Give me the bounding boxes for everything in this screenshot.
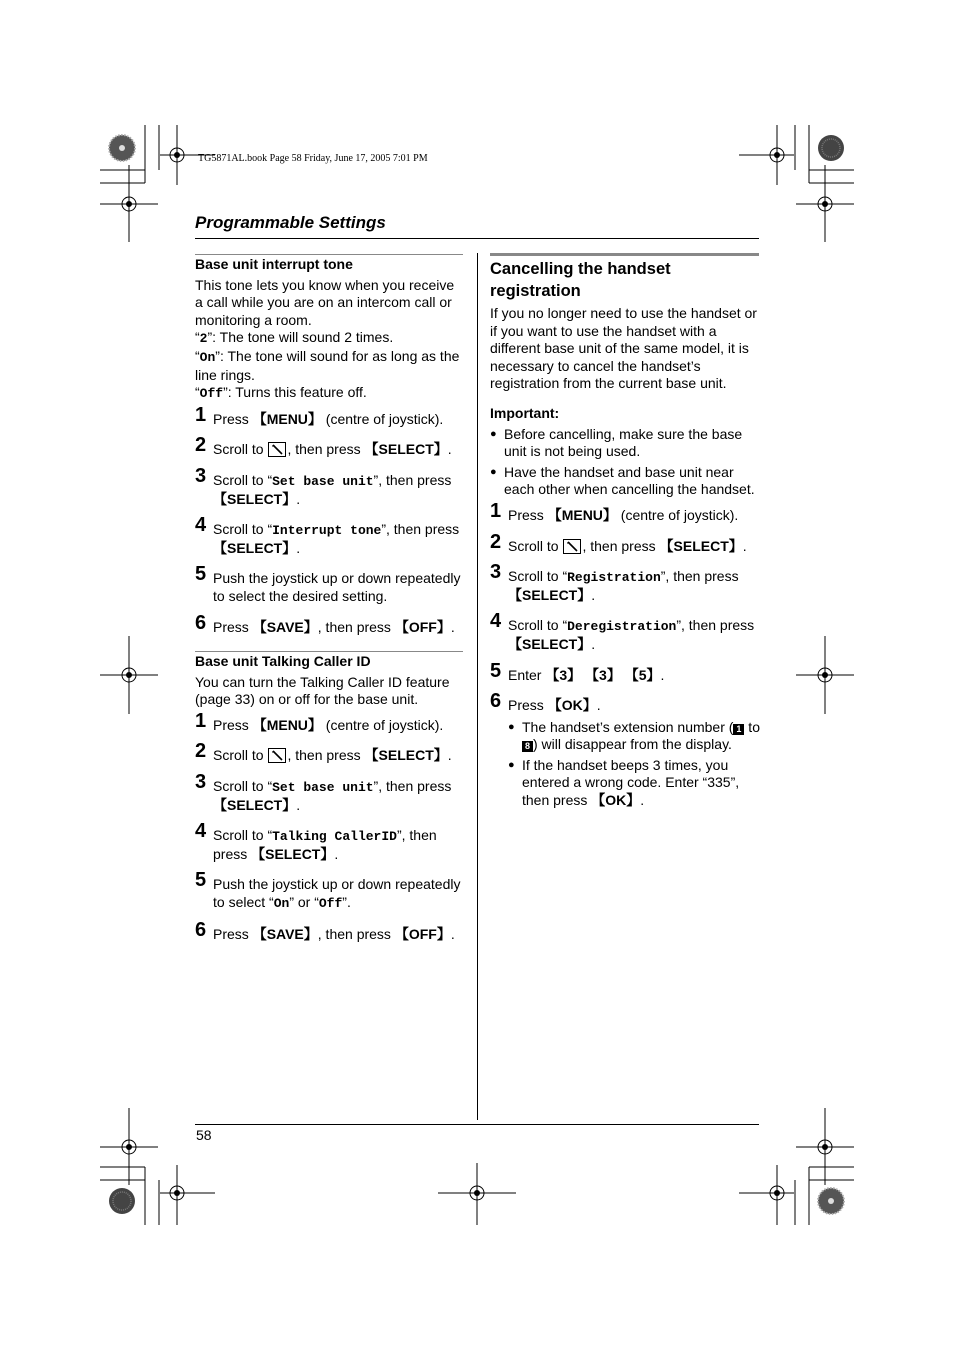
step: 6 Press 【OK】. ● The handset’s extension number ( 1 to 8 ) will disappear from the display. ● If the handset beeps 3 times, you entered a wrong code. Enter “335”, then press 【OK】. xyxy=(490,690,760,809)
interrupt-tone-heading: Base unit interrupt tone xyxy=(195,256,353,272)
step: 2 Scroll to , then press 【SELECT】. xyxy=(195,434,452,458)
list-item: ● If the handset beeps 3 times, you entered a wrong code. Enter “335”, then press 【OK】. xyxy=(508,756,740,809)
page-number: 58 xyxy=(196,1127,212,1143)
step: 4 Scroll to “Talking CallerID”, then press 【SELECT】. xyxy=(195,820,437,862)
step: 5 Enter 【3】 【3】 【5】. xyxy=(490,659,665,683)
talking-caller-id-steps xyxy=(195,709,463,943)
step: 3 Scroll to “Set base unit”, then press 【SELECT】. xyxy=(195,464,452,507)
column-divider xyxy=(477,253,478,1120)
step-6-notes xyxy=(508,719,760,810)
right-section-rule xyxy=(490,253,759,256)
edit-icon xyxy=(268,442,286,457)
cancel-registration-steps xyxy=(490,499,760,810)
step: 3 Scroll to “Registration”, then press 【SELECT】. xyxy=(490,561,739,603)
step: 2 Scroll to , then press 【SELECT】. xyxy=(195,740,452,764)
list-item: ● Before cancelling, make sure the base unit is not being used. xyxy=(490,425,743,460)
option-2: “2”: The tone will sound 2 times. xyxy=(195,329,394,347)
edit-icon xyxy=(268,748,286,763)
step: 2 Scroll to , then press 【SELECT】. xyxy=(490,530,747,554)
section-title: Programmable Settings xyxy=(195,213,386,232)
talking-caller-id-intro: You can turn the Talking Caller ID feature (page 33) on or off for the base unit. xyxy=(195,673,450,708)
footer-rule xyxy=(195,1124,759,1125)
step: 1 Press 【MENU】 (centre of joystick). xyxy=(195,403,444,427)
step: 6 Press 【SAVE】, then press 【OFF】. xyxy=(195,611,455,635)
extension-8-icon: 8 xyxy=(522,741,533,752)
step: 1 Press 【MENU】 (centre of joystick). xyxy=(195,709,444,733)
step: 1 Press 【MENU】 (centre of joystick). xyxy=(490,499,739,523)
option-off: “Off”: Turns this feature off. xyxy=(195,384,367,402)
step: 5 Push the joystick up or down repeatedly to select “On” or “Off”. xyxy=(195,869,461,911)
step: 4 Scroll to “Interrupt tone”, then press 【SELECT】. xyxy=(195,514,460,556)
interrupt-tone-intro: This tone lets you know when you receive a call while you are on an intercom call or monitoring a room. xyxy=(195,276,455,328)
interrupt-tone-steps xyxy=(195,403,463,636)
section-talking-caller-id xyxy=(195,653,463,943)
title-rule xyxy=(195,238,759,239)
print-header: TG5871AL.book Page 58 Friday, June 17, 2005 7:01 PM xyxy=(198,153,428,164)
left-column xyxy=(195,256,463,956)
step: 4 Scroll to “Deregistration”, then press 【SELECT】. xyxy=(490,610,755,652)
cancel-registration-heading: Cancelling the handset registration xyxy=(490,260,671,300)
list-item: ● The handset’s extension number ( 1 to 8 ) will disappear from the display. xyxy=(508,718,760,753)
right-column xyxy=(490,258,760,814)
left-section-rule-1 xyxy=(195,254,463,255)
extension-1-icon: 1 xyxy=(733,724,744,735)
important-list xyxy=(490,426,760,499)
cancel-registration-intro: If you no longer need to use the handset or if you want to use the handset with a different base unit of the same model, it is necessary to cancel the handset’s registration from the current base unit. xyxy=(490,305,757,392)
option-on: “On”: The tone will sound for as long as the line rings. xyxy=(195,347,460,383)
step: 3 Scroll to “Set base unit”, then press 【SELECT】. xyxy=(195,770,452,813)
step: 5 Push the joystick up or down repeatedly to select the desired setting. xyxy=(195,563,461,604)
important-label: Important: xyxy=(490,404,560,421)
list-item: ● Have the handset and base unit near each other when cancelling the handset. xyxy=(490,463,755,498)
talking-caller-id-heading: Base unit Talking Caller ID xyxy=(195,653,371,669)
edit-icon xyxy=(563,539,581,554)
section-interrupt-tone xyxy=(195,256,463,651)
step: 6 Press 【SAVE】, then press 【OFF】. xyxy=(195,918,455,942)
